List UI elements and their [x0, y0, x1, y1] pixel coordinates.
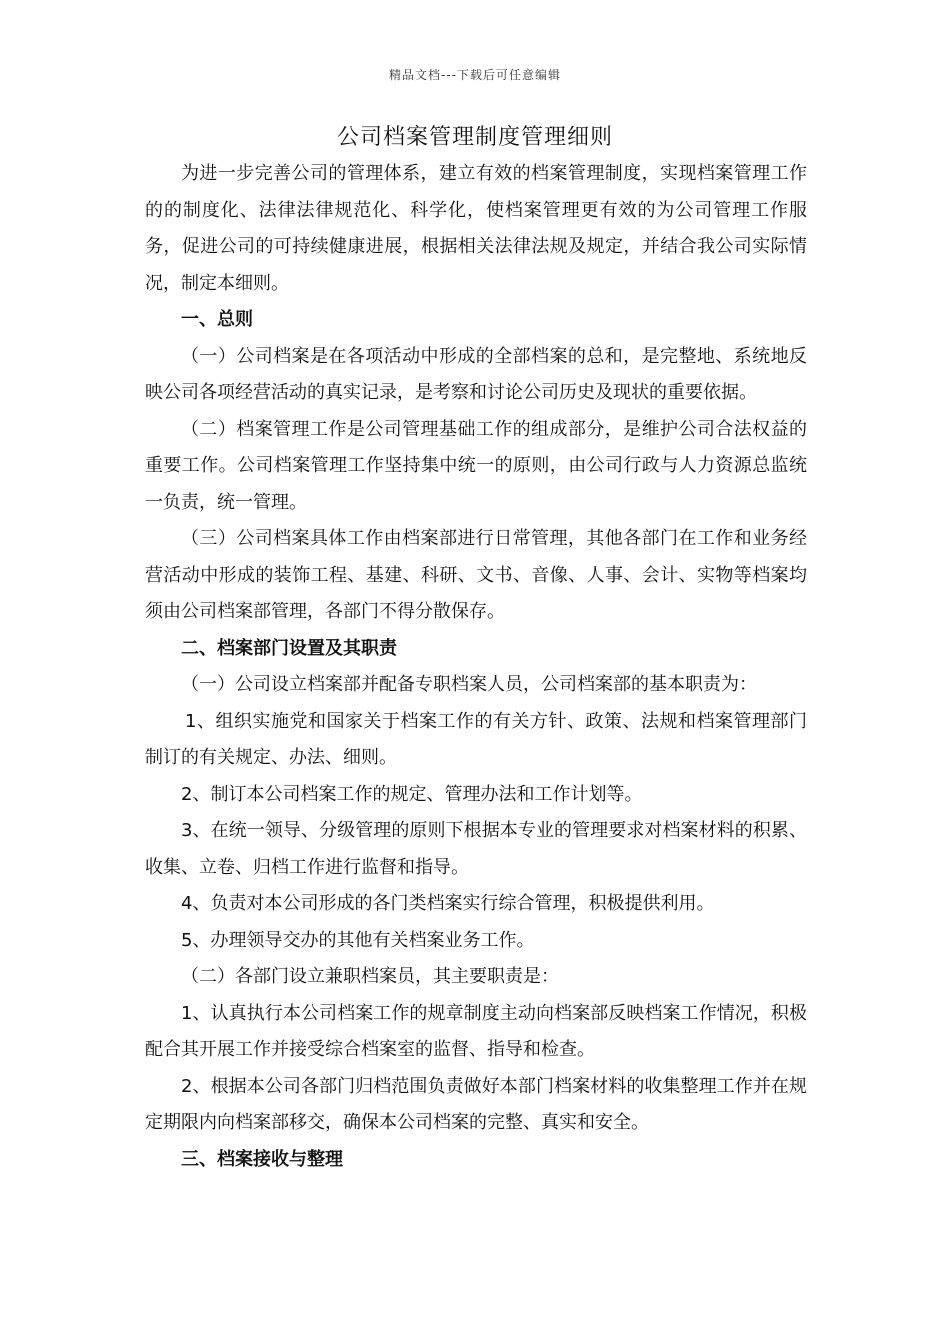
section-2-item-1: 1、组织实施党和国家关于档案工作的有关方针、政策、法规和档案管理部门制订的有关规定、办法、细则。 — [145, 710, 807, 768]
section-2-paragraph-1: （一）公司设立档案部并配备专职档案人员，公司档案部的基本职责为： — [181, 674, 757, 695]
section-1-paragraph-2: （二）档案管理工作是公司管理基础工作的组成部分，是维护公司合法权益的重要工作。公司档案管理工作坚持集中统一的原则，由公司行政与人力资源总监统一负责，统一管理。 — [145, 418, 807, 513]
section-heading-1: 一、总则 — [181, 309, 253, 330]
header-note: 精品文档---下载后可任意编辑 — [389, 68, 561, 82]
section-2-duty-1: 1、认真执行本公司档案工作的规章制度主动向档案部反映档案工作情况，积极配合其开展工作并接受综合档案室的监督、指导和检查。 — [145, 1002, 807, 1060]
section-heading-3: 三、档案接收与整理 — [181, 1148, 343, 1170]
section-1-paragraph-3: （三）公司档案具体工作由档案部进行日常管理，其他各部门在工作和业务经营活动中形成的装饰工程、基建、科研、文书、音像、人事、会计、实物等档案均须由公司档案部管理，各部门不得分散保存。 — [145, 528, 807, 622]
section-2-item-5: 5、办理领导交办的其他有关档案业务工作。 — [181, 929, 535, 951]
section-2-paragraph-2: （二）各部门设立兼职档案员，其主要职责是： — [181, 966, 559, 987]
section-heading-2: 二、档案部门设置及其职责 — [181, 637, 397, 659]
document-title: 公司档案管理制度管理细则 — [336, 125, 613, 150]
section-2-item-3: 3、在统一领导、分级管理的原则下根据本专业的管理要求对档案材料的积累、收集、立卷、归档工作进行监督和指导。 — [145, 820, 807, 878]
section-2-duty-2: 2、根据本公司各部门归档范围负责做好本部门档案材料的收集整理工作并在规定期限内向档案部移交，确保本公司档案的完整、真实和安全。 — [145, 1075, 807, 1133]
section-2-item-2: 2、制订本公司档案工作的规定、管理办法和工作计划等。 — [181, 783, 643, 805]
intro-paragraph: 为进一步完善公司的管理体系，建立有效的档案管理制度，实现档案管理工作的的制度化、法律法律规范化、科学化，使档案管理更有效的为公司管理工作服务，促进公司的可持续健康进展，根据相关法律法规及规定，并结合我公司实际情况，制定本细则。 — [145, 163, 807, 294]
section-1-paragraph-1: （一）公司档案是在各项活动中形成的全部档案的总和，是完整地、系统地反映公司各项经营活动的真实记录，是考察和讨论公司历史及现状的重要依据。 — [145, 345, 807, 403]
section-2-item-4: 4、负责对本公司形成的各门类档案实行综合管理，积极提供利用。 — [181, 893, 715, 914]
document-body — [145, 156, 807, 1178]
